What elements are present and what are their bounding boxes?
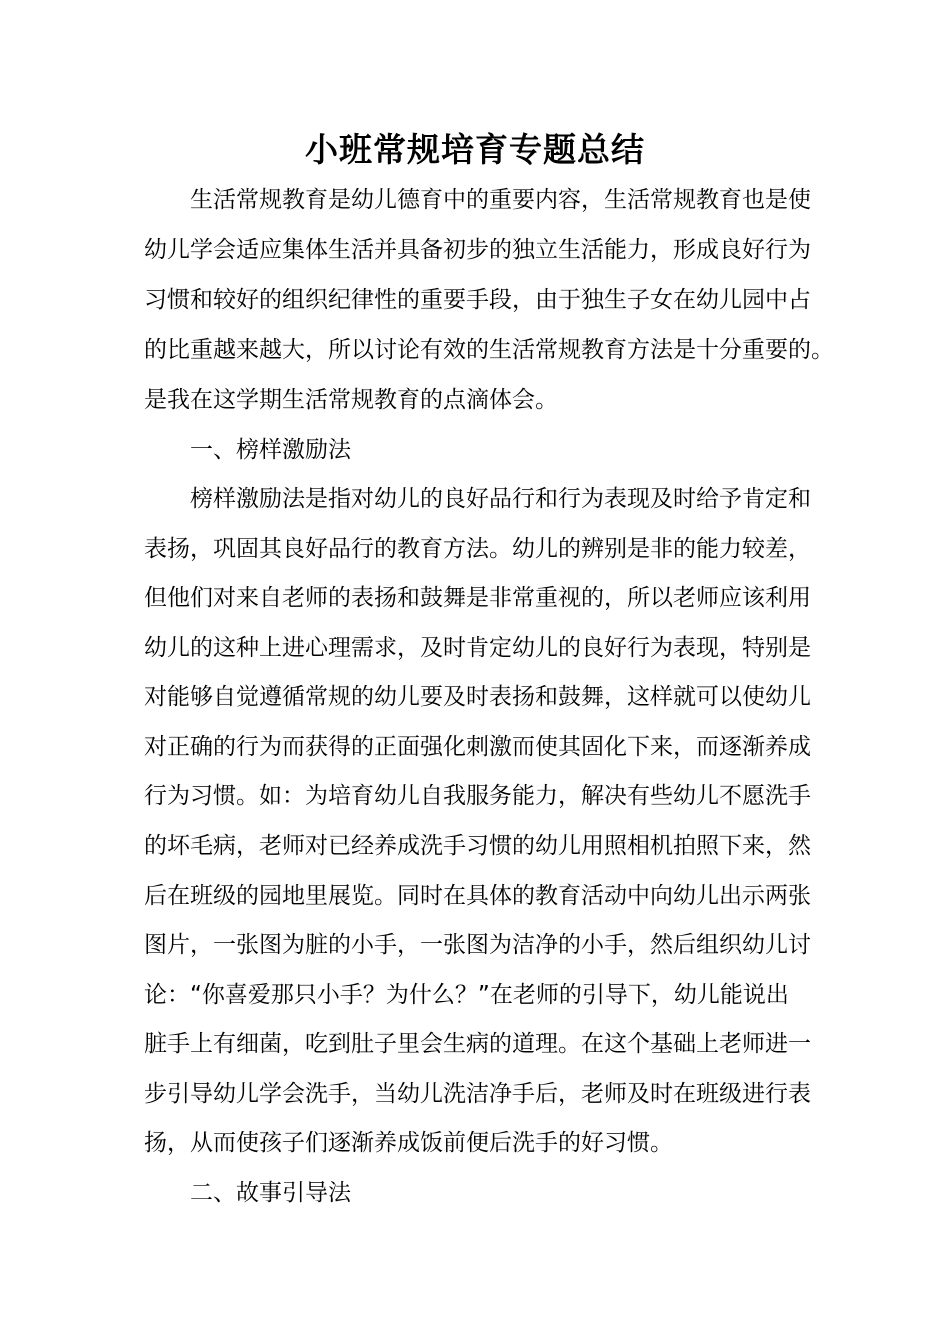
paragraph-line: 习惯和较好的组织纪律性的重要手段，由于独生子女在幼儿园中占 — [144, 287, 811, 313]
paragraph-line: 榜样激励法是指对幼儿的良好品行和行为表现及时给予肯定和 — [144, 486, 811, 512]
paragraph-line: 脏手上有细菌，吃到肚子里会生病的道理。在这个基础上老师进一 — [144, 1031, 811, 1057]
paragraph-line: 生活常规教育是幼儿德育中的重要内容，生活常规教育也是使 — [144, 187, 811, 213]
section-heading: 二、故事引导法 — [144, 1180, 351, 1206]
paragraph-line: 对正确的行为而获得的正面强化刺激而使其固化下来，而逐渐养成 — [144, 734, 811, 760]
paragraph-line: 对能够自觉遵循常规的幼儿要及时表扬和鼓舞，这样就可以使幼儿 — [144, 684, 811, 710]
paragraph-line: 是我在这学期生活常规教育的点滴体会。 — [144, 387, 558, 413]
paragraph-line: 行为习惯。如：为培育幼儿自我服务能力，解决有些幼儿不愿洗手 — [144, 783, 811, 809]
paragraph-line: 图片，一张图为脏的小手，一张图为洁净的小手，然后组织幼儿讨 — [144, 932, 811, 958]
paragraph-line: 幼儿的这种上进心理需求，及时肯定幼儿的良好行为表现，特别是 — [144, 635, 811, 661]
paragraph-line: 但他们对来自老师的表扬和鼓舞是非常重视的，所以老师应该利用 — [144, 585, 811, 611]
paragraph-line: 幼儿学会适应集体生活并具备初步的独立生活能力，形成良好行为 — [144, 237, 811, 263]
paragraph-line: 表扬，巩固其良好品行的教育方法。幼儿的辨别是非的能力较差， — [144, 536, 811, 562]
paragraph-line: 扬，从而使孩子们逐渐养成饭前便后洗手的好习惯。 — [144, 1130, 673, 1156]
paragraph-line: 的比重越来越大，所以讨论有效的生活常规教育方法是十分重要的。 — [144, 337, 834, 363]
paragraph-line: 论：“你喜爱那只小手？为什么？”在老师的引导下，幼儿能说出 — [144, 982, 789, 1008]
section-heading: 一、榜样激励法 — [144, 437, 351, 463]
document-title: 小班常规培育专题总结 — [305, 130, 645, 169]
paragraph-line: 步引导幼儿学会洗手，当幼儿洗洁净手后，老师及时在班级进行表 — [144, 1081, 811, 1107]
paragraph-line: 后在班级的园地里展览。同时在具体的教育活动中向幼儿出示两张 — [144, 883, 811, 909]
paragraph-line: 的坏毛病，老师对已经养成洗手习惯的幼儿用照相机拍照下来，然 — [144, 833, 811, 859]
